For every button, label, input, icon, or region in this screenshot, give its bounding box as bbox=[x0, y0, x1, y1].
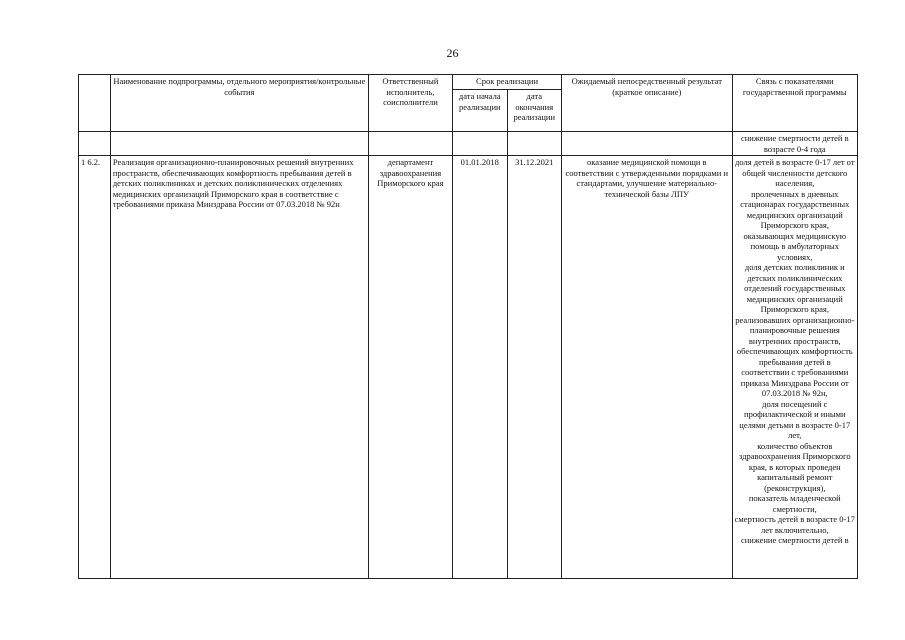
header-start-cell: дата начала реализации bbox=[453, 90, 507, 132]
row-result-cell: оказание медицинской помощи в соответствии с утвержденными порядками и стандартами, улучшение материально-технической базы ЛПУ bbox=[561, 156, 732, 579]
program-table bbox=[78, 74, 858, 579]
cont-start-cell bbox=[453, 132, 507, 156]
row-name-cell: Реализация организационно-планировочных решений внутренних пространств, обеспечивающих комфортность пребывания детей в детских поликлиниках и детских поликлинических отделениях медицинских организаций Приморского края в соответствие с требованиями приказа Минздрава России от 07.03.2018 № 92н bbox=[110, 156, 368, 579]
header-name-cell: Наименование подпрограммы, отдельного мероприятия/контрольные события bbox=[110, 75, 368, 132]
row-start-cell: 01.01.2018 bbox=[453, 156, 507, 579]
header-result-cell: Ожидаемый непосредственный результат (краткое описание) bbox=[561, 75, 732, 132]
header-responsible-cell: Ответственный исполнитель, соисполнители bbox=[368, 75, 452, 132]
row-link-cell: доля детей в возрасте 0-17 лет от общей численности детского населения, пролеченных в дневных стационарах государственных медицинских организаций Приморского края, оказывающих медицинскую помощь в амбулаторных условиях, доля детских поликлиник и детских поликлинических отделений государственных медицинских организаций Приморского края, реализовавших организационно-планировочные решения внутренних пространств, обеспечивающих комфортность пребывания детей в соответствии с требованиями приказа Минздрава России от 07.03.2018 № 92н, доля посещений с профилактической и иными целями детьми в возрасте 0-17 лет, количество объектов здравоохранения Приморского края, в которых проведен капитальный ремонт (реконструкция), показатель младенческой смертности, смертность детей в возрасте 0-17 лет включительно, снижение смертности детей в bbox=[732, 156, 857, 579]
cont-number-cell bbox=[79, 132, 111, 156]
table-header-row bbox=[79, 75, 858, 90]
row-responsible-cell: департамент здравоохранения Приморского края bbox=[368, 156, 452, 579]
cont-end-cell bbox=[507, 132, 561, 156]
header-number-cell bbox=[79, 75, 111, 132]
page-number: 26 bbox=[446, 46, 459, 60]
header-end-cell: дата окончания реализации bbox=[507, 90, 561, 132]
row-end-cell: 31.12.2021 bbox=[507, 156, 561, 579]
row-number-cell: 1 6.2. bbox=[79, 156, 111, 579]
cont-result-cell bbox=[561, 132, 732, 156]
cont-name-cell bbox=[110, 132, 368, 156]
continuation-row bbox=[79, 132, 858, 156]
table-row bbox=[79, 156, 858, 579]
header-period-cell: Срок реализации bbox=[453, 75, 562, 90]
cont-responsible-cell bbox=[368, 132, 452, 156]
cont-link-cell: снижение смертности детей в возрасте 0-4 года bbox=[732, 132, 857, 156]
header-link-cell: Связь с показателями государственной программы bbox=[732, 75, 857, 132]
